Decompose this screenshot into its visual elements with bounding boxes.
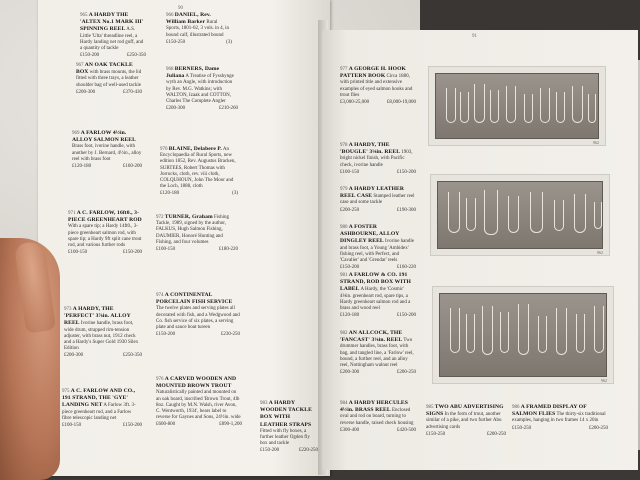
lot-number: 970: [160, 147, 168, 152]
hook-pattern-photo: [428, 66, 606, 146]
lot-entry: [68, 210, 142, 294]
lot-entry: [156, 292, 240, 366]
lot-number: 986: [512, 405, 520, 410]
lot-number: 983: [260, 401, 268, 406]
lot-number: 981: [340, 273, 348, 278]
lot-number: 979: [340, 187, 348, 192]
lot-estimate-secondary: £190-300: [396, 207, 416, 213]
lot-description: The twelve plates and serving plates all decorated with fish, and a Wedgwood and Co. fish service of six plates, a serving plate and sauce boat tureen: [156, 306, 240, 331]
lot-title: DANIEL, Rev. William Barker: [166, 12, 211, 26]
page-number: 90: [178, 6, 183, 11]
lot-description: Enclosed oval and rod on board, turning to reverse handle, raised check housing: [340, 408, 414, 426]
lot-description: Fitted with fly boxes, a further leather Ogden fly box and tackle: [260, 428, 310, 447]
lot-title: A GEORGE H. HOOK PATTERN BOOK: [340, 66, 406, 80]
lot-description: An Encyclopaedia of Rural Sports, new edition 1852, Rev. Augustus Bracken, SURTEES, Robert Thomas with Jorrocks, cloth, rev. viii cloth, COLQUHOUN, John The Moor and the Loch, 1888, cloth: [160, 147, 236, 190]
lot-description: A.S. Little 'Ulta' threadline reel, a Hardy landing net rod guff, and a quantity of tackle: [80, 27, 144, 52]
lot-number: 984: [340, 401, 348, 406]
lot-entry: [166, 12, 232, 52]
lot-estimate: £3,000-25,000: [340, 100, 370, 106]
lot-number: 972: [156, 215, 164, 220]
lot-estimate: £600-800: [156, 422, 176, 428]
lot-title: A FOSTER ASHBOURNE, ALLOY DINGLEY REEL: [340, 224, 400, 245]
lot-title: AN OAK TACKLE BOX: [76, 62, 133, 76]
lot-description: In the form of trout, another similar of a pike, and two further Abu advertising cards: [426, 412, 502, 430]
lot-description: A Hardy, the 'Cosmic' 4⅛in. greenheart rod, spare tips, a Hardy greenheart salmon rod and a brass and wood reel: [340, 287, 411, 312]
lot-estimate: £100-150: [62, 423, 82, 429]
lot-estimate-secondary: £180-220: [218, 247, 238, 253]
lot-number: 973: [64, 307, 72, 312]
lot-estimate-secondary: £200-250: [396, 370, 416, 376]
lot-estimate: £150-250: [166, 39, 186, 45]
lot-number: 966: [166, 13, 174, 18]
lot-estimate: £200-300: [340, 370, 360, 376]
lot-estimate-secondary: £250-350: [126, 53, 146, 59]
lot-title: A CONTINENTAL PORCELAIN FISH SERVICE: [156, 292, 233, 306]
lot-title: A FARLOW & CO. 191 STRAND, ROD BOX WITH LABEL: [340, 272, 411, 293]
lot-description: Ivorine handle and brass foot, a Young 'Ambidex' fishing reel, with Perfect, and 'Cavalier' and 'Grendar' reels: [340, 239, 415, 264]
lot-estimate-secondary: £370-430: [122, 89, 142, 95]
lot-estimate: £150-200: [260, 448, 280, 454]
lot-entry: [340, 400, 416, 446]
lot-description: Naturalistically painted and mounted on an oak board, inscribed 'Brown Trout, 4lb 8oz. Caught by M.N. Walsh, river Avon, C. Wentworth, 1934', bears label to reverse for Gaynes and Sons, 24½in. wide: [156, 390, 241, 421]
lot-entry: [72, 130, 142, 196]
lot-estimate-secondary: £160-220: [396, 265, 416, 271]
photo-caption: 962: [597, 250, 603, 255]
lot-estimate: £200-250: [340, 207, 360, 213]
lot-description: Rural Sports, 1801-02, 3 vols. in 4, in bound calf, illustrated bound: [166, 20, 230, 38]
lot-title: A C. FARLOW, 16ft0., 3-PIECE GREENHEART ROD: [68, 210, 142, 224]
lot-entry: [340, 330, 416, 394]
lot-title: A HARDY, THE 'PERFECT' 3⅞in. ALLOY REEL: [64, 306, 131, 327]
lot-estimate: £150-200: [156, 332, 176, 338]
lot-description: Brass foot, ivorine handle, with another by J. Bernard, 4½in., alloy reel with brass foot: [72, 144, 142, 162]
lot-estimate: £100-150: [68, 250, 88, 256]
lot-title: AN ALLCOCK, THE 'FANCAST' 3⅛in. REEL: [340, 330, 403, 344]
lot-description: A Treatise of Fysshynge wyth an Angle, with introduction by Rev. M.G. Watkins; with WALTON, Izaak and COTTON, Charles The Complete Angler: [166, 74, 234, 105]
lot-estimate-secondary: (3): [226, 39, 232, 45]
lot-estimate: £150-250: [426, 431, 446, 437]
lot-number: 976: [156, 377, 164, 382]
lot-entry: [340, 224, 416, 271]
lot-estimate-secondary: £420-500: [396, 427, 416, 433]
hook-pattern-photo: [432, 286, 614, 384]
lot-estimate: £150-200: [340, 265, 360, 271]
lot-estimate-secondary: £250-350: [122, 353, 142, 359]
lot-entry: [426, 404, 506, 448]
lot-estimate: £200-300: [76, 89, 96, 95]
lot-number: 971: [68, 211, 76, 216]
lot-entry: [62, 388, 142, 450]
hook-pattern-photo: [430, 174, 610, 256]
lot-entry: [156, 214, 238, 280]
lot-entry: [156, 376, 242, 456]
lot-title: A FRAMED DISPLAY OF SALMON FLIES: [512, 404, 587, 418]
lot-entry: [260, 400, 318, 454]
lot-title: TWO ABU ADVERTISING SIGNS: [426, 404, 504, 418]
lot-description: Fishing Tackle, 1989, signed by the author, FALKUS, Hugh Salmon Fishing, DAUMIER, Honoré Hunting and Fishing, and four volumes: [156, 215, 230, 245]
lot-estimate: £120-180: [72, 164, 92, 170]
lot-title: A HARDY LEATHER REEL CASE: [340, 186, 405, 200]
lot-number: 977: [340, 67, 348, 72]
lot-estimate-secondary: £150-200: [122, 423, 142, 429]
page-number: 91: [472, 34, 477, 39]
lot-title: A C. FARLOW AND CO., 191 STRAND, THE 'GYE' LANDING NET: [62, 388, 136, 409]
lot-number: 969: [72, 131, 80, 136]
lot-estimate: £200-300: [166, 106, 186, 112]
lot-entry: [512, 404, 608, 448]
lot-estimate-secondary: £150-200: [396, 313, 416, 319]
lot-title: A FARLOW 4½in. ALLOY SALMON REEL: [72, 130, 136, 144]
lot-number: 967: [76, 63, 84, 68]
lot-description: Ivorine handle, brass foot, wide drum, strapped rim-tension adjuster, with brass nut, 1912 check and a Hardy's Super Gold 1930 Silex Edition: [64, 321, 139, 352]
lot-title: TURNER, Graham: [164, 214, 213, 220]
lot-estimate: £120-180: [340, 313, 360, 319]
lot-estimate: £120-180: [160, 191, 180, 197]
lot-estimate: £150-250: [512, 425, 532, 431]
lot-estimate-secondary: £230-250: [220, 332, 240, 338]
lot-entry: [340, 142, 416, 182]
lot-description: Two drummer handles, brass foot, with bag, and tangled line, a 'Farlow' reel, bound, a further reel, and an alloy reel, Nottingham walnut reel: [340, 338, 414, 369]
lot-title: A HARDY HERCULES 4½in. BRASS REEL: [340, 400, 408, 414]
lot-description: Circa 1880, with printed title and extensive examples of eyed salmon hooks and trout flies: [340, 74, 413, 98]
lot-entry: [166, 66, 238, 138]
lot-title: A HARDY WOODEN TACKLE BOX WITH LEATHER STRAPS: [260, 400, 312, 428]
lot-description: Stamped leather reel case and some tackle: [340, 194, 415, 206]
lot-estimate-secondary: (3): [232, 191, 238, 197]
lot-estimate-secondary: £200-250: [486, 431, 506, 437]
lot-title: A HARDY, THE 'BOUGLE' 3⅛in. REEL: [340, 142, 401, 156]
lot-estimate: £200-300: [64, 353, 84, 359]
photo-caption: 962: [593, 140, 599, 145]
lot-number: 985: [426, 405, 434, 410]
lot-entry: [160, 146, 238, 206]
lot-number: 978: [340, 143, 348, 148]
lot-description: With a spare tip; a Hardy 14ft0., 3-piece greenheart salmon rod, with spare tip; a Hardy 9ft split cane trout rod, and various further rods: [68, 224, 142, 249]
lot-description: 1903, bright nickel finish, with Pacific check, ivorine handle: [340, 150, 413, 168]
lot-estimate: £100-150: [340, 169, 360, 175]
lot-description: A Farlow 3ft. 3-piece greenheart rod, and a Farlow fibre telescopic landing net: [62, 403, 136, 421]
lot-entry: [340, 272, 416, 324]
lot-description: with brass mounts, the lid fitted with three trays, a leather shoulder bag of well-used tackle: [76, 70, 142, 88]
lot-estimate-secondary: £150-200: [122, 250, 142, 256]
lot-estimate-secondary: £210-260: [218, 106, 238, 112]
lot-estimate-secondary: £150-200: [396, 169, 416, 175]
lot-estimate-secondary: £8,000-19,000: [386, 100, 416, 106]
lot-estimate: £150-200: [80, 53, 100, 59]
lot-number: 974: [156, 293, 164, 298]
lot-estimate-secondary: £160-200: [122, 164, 142, 170]
lot-entry: [80, 12, 146, 58]
lot-title: BLAINE, Delabere P.: [168, 146, 222, 152]
lot-estimate: £300-400: [340, 427, 360, 433]
lot-entry: [340, 66, 416, 138]
lot-number: 975: [62, 389, 70, 394]
lot-number: 965: [80, 13, 88, 18]
lot-title: A HARDY THE 'ALTEX No.1 MARK III' SPINNING REEL: [80, 12, 144, 33]
lot-estimate: £100-150: [156, 247, 176, 253]
lot-entry: [340, 186, 416, 220]
lot-number: 980: [340, 225, 348, 230]
lot-title: A CARVED WOODEN AND MOUNTED BROWN TROUT: [156, 376, 237, 390]
lot-description: The thirty-six traditional examples, hanging in two frames 14 x 20in: [512, 412, 606, 424]
lot-estimate-secondary: £890-1,200: [219, 422, 242, 428]
lot-title: BERNERS, Dame Juliana: [166, 66, 220, 80]
photo-caption: 962: [601, 378, 607, 383]
lot-entry: [76, 62, 142, 124]
lot-estimate-secondary: £220-250: [298, 448, 318, 454]
lot-number: 968: [166, 67, 174, 72]
lot-number: 982: [340, 331, 348, 336]
lot-estimate-secondary: £200-250: [588, 425, 608, 431]
lot-entry: [64, 306, 142, 378]
